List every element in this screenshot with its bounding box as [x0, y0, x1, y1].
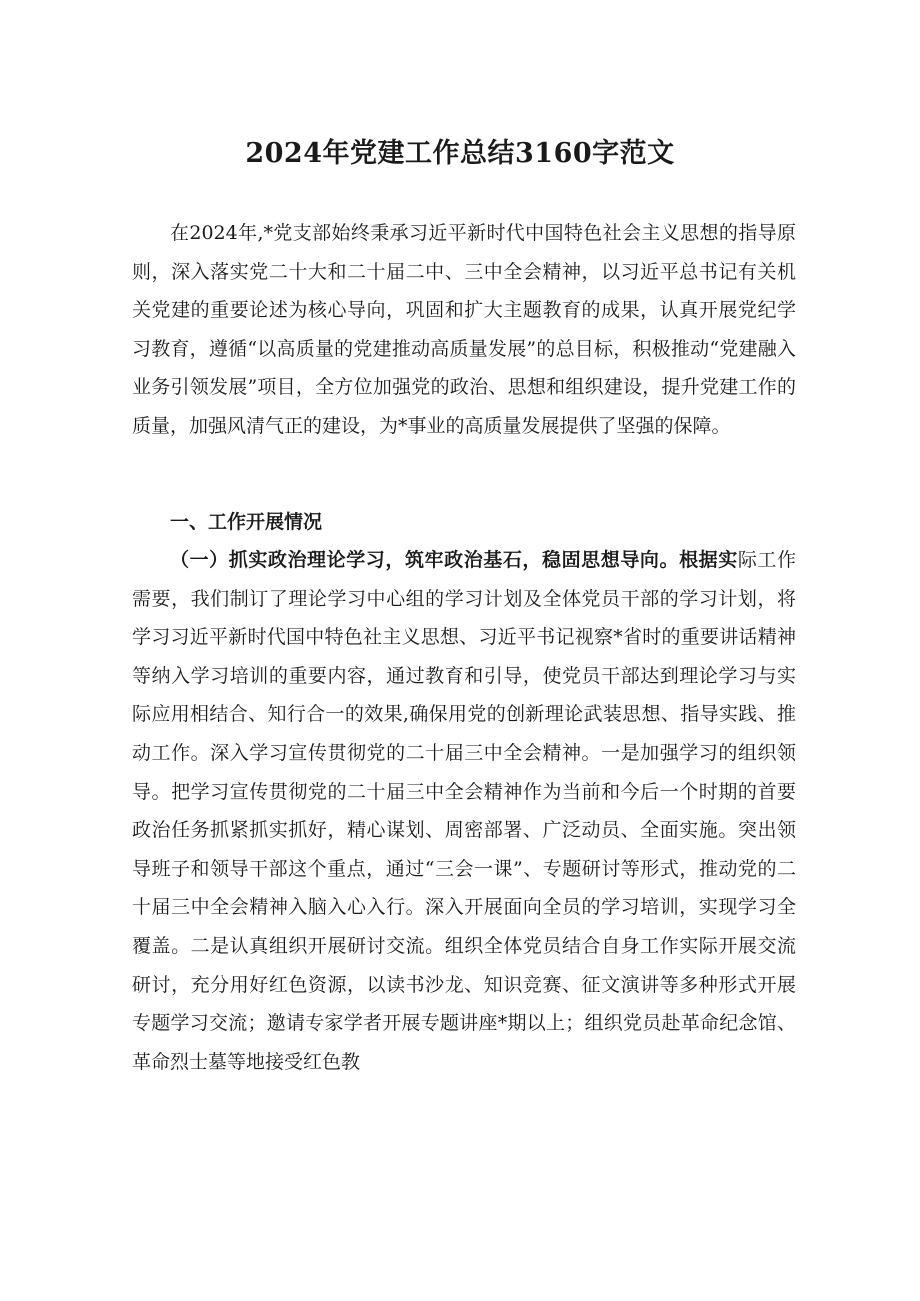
subsection-lead-text: （一）抓实政治理论学习，筑牢政治基石，稳固思想导向。根据实: [170, 549, 738, 571]
intro-paragraph: 在2024年,*党支部始终秉承习近平新时代中国特色社会主义思想的指导原则，深入落实党二十大和二十届二中、三中全会精神，以习近平总书记有关机关党建的重要论述为核心导向，巩固和扩大主题教育的成果，认真开展党纪学习教育，遵循“以高质量的党建推动高质量发展”的总目标，积极推动“党建融入业务引领发展”项目，全方位加强党的政治、思想和组织建设，提升党建工作的质量，加强风清气正的建设，为*事业的高质量发展提供了坚强的保障。: [132, 222, 796, 437]
subsection-body-text: 际工作需要，我们制订了理论学习中心组的学习计划及全体党员干部的学习计划，将学习习近平新时代国中特色社主义思想、习近平书记视察*省时的重要讲话精神等纳入学习培训的重要内容，通过教育和引导，使党员干部达到理论学习与实际应用相结合、知行合一的效果,确保用党的创新理论武装思想、指导实践、推动工作。深入学习宣传贯彻党的二十届三中全会精神。一是加强学习的组织领导。把学习宣传贯彻党的二十届三中全会精神作为当前和今后一个时期的首要政治任务抓紧抓实抓好，精心谋划、周密部署、广泛动员、全面实施。突出领导班子和领导干部这个重点，通过“三会一课”、专题研讨等形式，推动党的二十届三中全会精神入脑入心入行。深入开展面向全员的学习培训，实现学习全覆盖。二是认真组织开展研讨交流。组织全体党员结合自身工作实际开展交流研讨，充分用好红色资源，以读书沙龙、知识竞赛、征文演讲等多种形式开展专题学习交流；邀请专家学者开展专题讲座*期以上；组织党员赴革命纪念馆、革命烈士墓等地接受红色教: [132, 549, 796, 1073]
document-title: 2024年党建工作总结3160字范文: [245, 138, 675, 170]
section-heading-work-progress: 一、工作开展情况: [170, 511, 323, 533]
subsection-paragraph-political-study: [132, 541, 796, 1081]
